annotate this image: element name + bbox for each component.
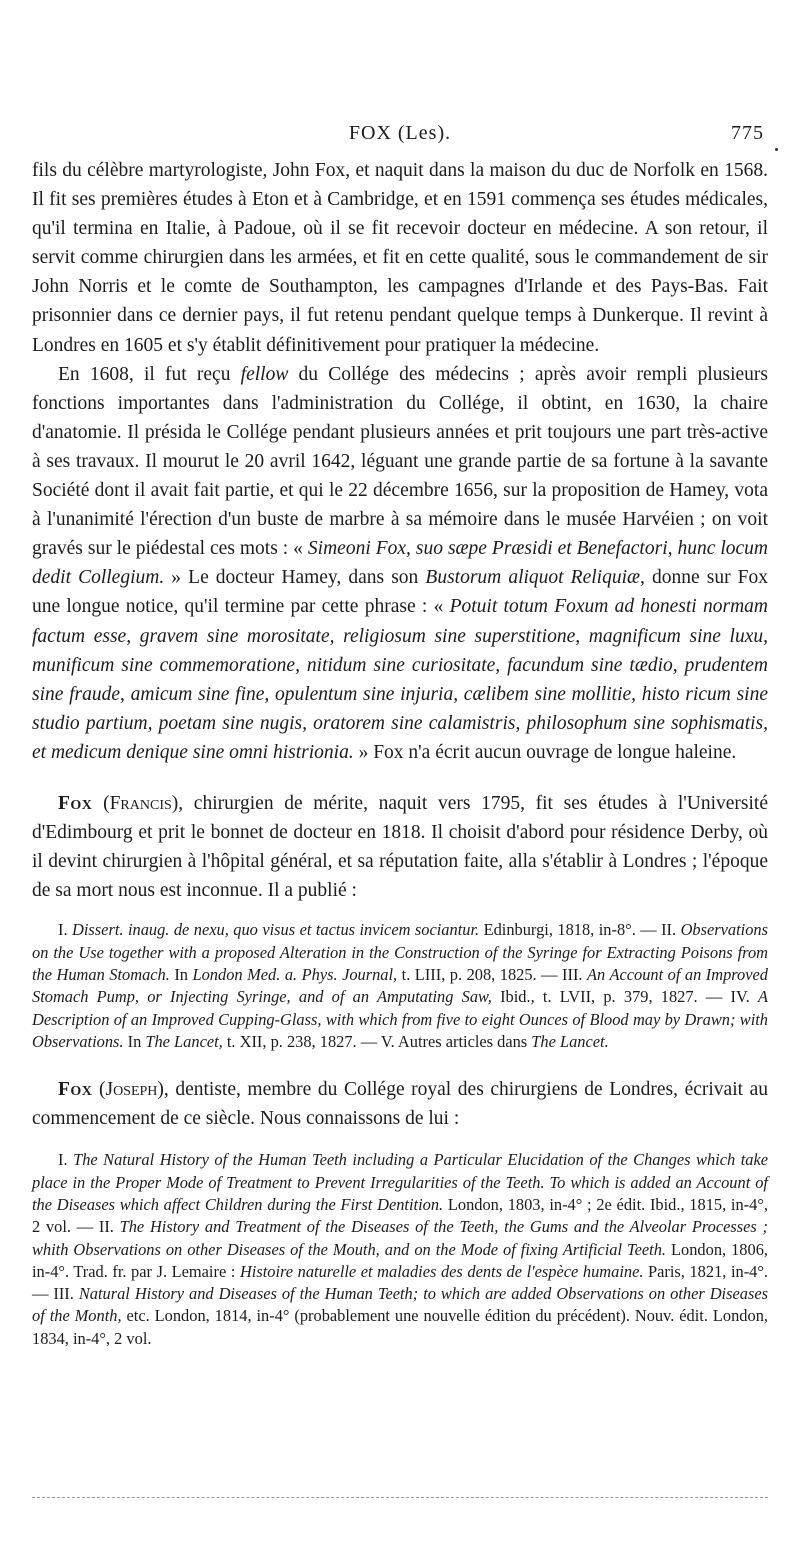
- italic-inscription: Simeoni Fox, suo sæpe Præsidi et Benefactori, hunc locum dedit Collegium.: [32, 538, 768, 589]
- francis-fox-bibliography: I. Dissert. inaug. de nexu, quo visus et tactus invicem sociantur. Edinburgi, 1818, in-8°. — II. Observations on the Use together with a proposed Alteration in the Construction of the Syringe for Extracting Poisons from the Human Stomach. In London Med. a. Phys. Journal, t. LIII, p. 208, 1825. — III. An Account of an Improved Stomach Pump, or Injecting Syringe, and of an Amputating Saw, Ibid., t. LVII, p. 379, 1827. — IV. A Description of an Improved Cupping-Glass, with which from five to eight Ounces of Blood may by Drawn; with Observations. In The Lancet, t. XII, p. 238, 1827. — V. Autres articles dans The Lancet.: [32, 920, 769, 1051]
- running-title: FOX (Les).: [348, 122, 452, 144]
- page-body: [32, 156, 768, 1350]
- given-name-joseph: (Joseph): [98, 1079, 164, 1101]
- joseph-fox-bibliography: I. The Natural History of the Human Teeth including a Particular Elucidation of the Changes which take place in the Proper Mode of Treatment to Prevent Irregularities of the Teeth. To which is added an Account of the Diseases which affect Children during the First Dentition. London, 1803, in-4° ; 2e édit. Ibid., 1815, in-4°, 2 vol. — II. The History and Treatment of the Diseases of the Teeth, the Gums and the Alveolar Processes ; whith Observations on other Diseases of the Mouth, and on the Mode of fixing Artificial Teeth. London, 1806, in-4°. Trad. fr. par J. Lemaire : Histoire naturelle et maladies des dents de l'espèce humaine. Paris, 1821, in-4°. — III. Natural History and Diseases of the Human Teeth; to which are added Observations on other Diseases of the Month, etc. London, 1814, in-4° (probablement une nouvelle édition du précédent). Nouv. édit. London, 1834, in-4°, 2 vol.: [32, 1150, 769, 1348]
- paragraph-simeon-fox-college: En 1608, il fut reçu fellow du Collége des médecins ; après avoir rempli plusieurs fonctions importantes dans l'administration du Collége, il obtint, en 1630, la chaire d'anatomie. Il présida le Collége pendant plusieurs années et prit toujours une part très-active à ses travaux. Il mourut le 20 avril 1642, léguant une grande partie de sa fortune à la savante Société dont il avait fait partie, et qui le 22 décembre 1656, sur la proposition de Hamey, vota à l'unanimité l'érection d'un buste de marbre à sa mémoire dans le musée Harvéien ; on voit gravés sur le piédestal ces mots : « Simeoni Fox, suo sæpe Præsidi et Benefactori, hunc locum dedit Collegium. » Le docteur Hamey, dans son Bustorum aliquot Reliquiæ, donne sur Fox une longue notice, qu'il termine par cette phrase : « Potuit totum Foxum ad honesti normam factum esse, gravem sine morositate, religiosum sine superstitione, magnificum sine luxu, munificum sine commemoratione, nitidum sine curiositate, facundum sine tædio, prudentem sine fraude, amicum sine fine, opulentum sine injuria, cælibem sine mollitie, histo ricum sine studio partium, poetam sine nugis, oratorem sine calamistris, philosophum sine sophismatis, et medicum denique sine omni histrionia. » Fox n'a écrit aucun ouvrage de longue haleine.: [32, 363, 768, 763]
- italic-latin-eulogy: Potuit totum Foxum ad honesti normam factum esse, gravem sine morositate, religiosum sine superstitione, magnificum sine luxu, munificum sine commemoratione, nitidum sine curiositate, facundum sine tædio, prudentem sine fraude, amicum sine fine, opulentum sine injuria, cælibem sine mollitie, histo ricum sine studio partium, poetam sine nugis, oratorem sine calamistris, philosophum sine sophismatis, et medicum denique sine omni histrionia.: [32, 596, 768, 763]
- italic-bustorum-title: Bustorum aliquot Reliquiæ: [425, 567, 641, 589]
- paragraph-simeon-fox-life: fils du célèbre martyrologiste, John Fox, et naquit dans la maison du duc de Norfolk en 1568. Il fit ses premières études à Eton et à Cambridge, et en 1591 commença ses études médicales, qu'il termina en Italie, à Padoue, où il se fit recevoir docteur en médecine. A son retour, il servit comme chirurgien dans les armées, et fit en cette qualité, sous le commandement de sir John Norris et le comte de Southampton, les campagnes d'Irlande et des Pays-Bas. Fait prisonnier dans ce dernier pays, il fut retenu pendant quelque temps à Dunkerque. Il revint à Londres en 1605 et s'y établit définitivement pour pratiquer la médecine.: [32, 160, 768, 356]
- page-number: 775: [731, 122, 764, 144]
- italic-fellow: fellow: [240, 363, 289, 385]
- margin-mark: [775, 148, 778, 151]
- headword-fox: Fox: [58, 792, 93, 814]
- entry-joseph-fox: Fox (Joseph), dentiste, membre du Collége royal des chirurgiens de Londres, écrivait au commencement de ce siècle. Nous connaissons de lui :: [32, 1079, 768, 1130]
- running-header: [32, 118, 768, 152]
- footer-rule: [32, 1497, 768, 1498]
- given-name-francis: (Francis): [103, 792, 179, 814]
- entry-francis-fox: Fox (Francis), chirurgien de mérite, naquit vers 1795, fit ses études à l'Université d'Edimbourg et prit le bonnet de docteur en 1818. Il choisit d'abord pour résidence Derby, où il devint chirurgien à l'hôpital général, et sa réputation faite, alla s'établir à Londres ; l'époque de sa mort nous est inconnue. Il a publié :: [32, 792, 769, 902]
- headword-fox: Fox: [58, 1079, 93, 1101]
